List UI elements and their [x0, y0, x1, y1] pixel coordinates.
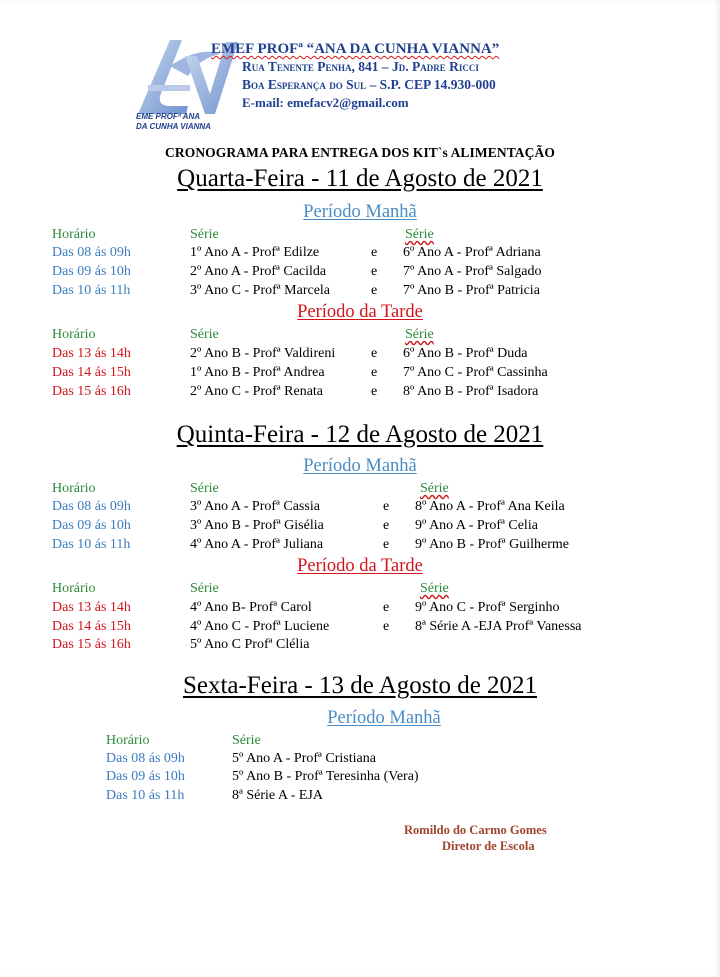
- time-slot: Das 10 ás 11h: [52, 537, 131, 552]
- class-teacher-2: 8ª Série A -EJA Profª Vanessa: [415, 619, 582, 634]
- class-teacher-2: 9º Ano A - Profª Celia: [415, 518, 538, 533]
- school-header: [211, 40, 499, 111]
- header-serie: Série: [190, 581, 219, 596]
- conjunction: e: [383, 537, 390, 552]
- class-teacher-2: 9º Ano B - Profª Guilherme: [415, 537, 570, 552]
- logo-caption-line-1: EME PROFª ANA: [136, 112, 200, 121]
- period-morning: Período Manhã: [303, 456, 417, 476]
- class-teacher-1: 8ª Série A - EJA: [232, 788, 323, 803]
- email: E-mail: emefacv2@gmail.com: [242, 95, 409, 110]
- time-slot: Das 13 ás 14h: [52, 600, 131, 615]
- address-line-1: Rua Tenente Penha, 841 – Jd. Padre Ricci: [242, 59, 479, 74]
- class-teacher-1: 1º Ano A - Profª Edilze: [190, 245, 320, 260]
- time-slot: Das 10 ás 11h: [52, 283, 131, 298]
- class-teacher-2: 8º Ano B - Profª Isadora: [403, 384, 539, 399]
- document-title: CRONOGRAMA PARA ENTREGA DOS KIT`s ALIMENTAÇÃO: [165, 145, 555, 160]
- class-teacher-2: 8º Ano A - Profª Ana Keila: [415, 499, 565, 514]
- time-slot: Das 08 ás 09h: [52, 245, 131, 260]
- time-slot: Das 14 ás 15h: [52, 365, 131, 380]
- class-teacher-1: 5º Ano C Profª Clélia: [190, 637, 310, 652]
- period-afternoon: Período da Tarde: [297, 302, 423, 322]
- class-teacher-1: 4º Ano B- Profª Carol: [190, 600, 312, 615]
- header-serie-2: Série: [420, 481, 449, 496]
- day-title: Sexta-Feira - 13 de Agosto de 2021: [182, 672, 538, 699]
- class-teacher-1: 4º Ano C - Profª Luciene: [190, 619, 330, 634]
- class-teacher-2: 7º Ano C - Profª Cassinha: [403, 365, 548, 380]
- conjunction: e: [371, 264, 378, 279]
- header-horario: Horário: [52, 327, 96, 342]
- conjunction: e: [383, 600, 390, 615]
- conjunction: e: [371, 346, 378, 361]
- class-teacher-2: 6º Ano A - Profª Adriana: [403, 245, 541, 260]
- header-horario: Horário: [52, 481, 96, 496]
- time-slot: Das 09 ás 10h: [106, 769, 185, 784]
- conjunction: e: [371, 245, 378, 260]
- class-teacher-1: 2º Ano C - Profª Renata: [190, 384, 324, 399]
- header-serie-2: Série: [405, 227, 434, 242]
- signature-role: Diretor de Escola: [442, 839, 535, 853]
- class-teacher-1: 5º Ano B - Profª Teresinha (Vera): [232, 769, 419, 784]
- logo-caption: [136, 112, 246, 132]
- time-slot: Das 15 ás 16h: [52, 384, 131, 399]
- period-morning: Período Manhã: [327, 708, 441, 728]
- logo-caption-line-2: DA CUNHA VIANNA: [136, 122, 211, 131]
- time-slot: Das 15 ás 16h: [52, 637, 131, 652]
- class-teacher-2: 7º Ano A - Profª Salgado: [403, 264, 542, 279]
- class-teacher-1: 3º Ano C - Profª Marcela: [190, 283, 331, 298]
- day-title: Quinta-Feira - 12 de Agosto de 2021: [176, 421, 544, 448]
- conjunction: e: [383, 619, 390, 634]
- day-title: Quarta-Feira - 11 de Agosto de 2021: [177, 165, 543, 192]
- header-horario: Horário: [106, 733, 150, 748]
- header-horario: Horário: [52, 227, 96, 242]
- header-serie: Série: [190, 327, 219, 342]
- class-teacher-1: 5º Ano A - Profª Cristiana: [232, 751, 376, 766]
- time-slot: Das 10 ás 11h: [106, 788, 185, 803]
- class-teacher-1: 3º Ano A - Profª Cassia: [190, 499, 320, 514]
- class-teacher-1: 2º Ano B - Profª Valdireni: [190, 346, 336, 361]
- time-slot: Das 14 ás 15h: [52, 619, 131, 634]
- time-slot: Das 08 ás 09h: [106, 751, 185, 766]
- conjunction: e: [371, 384, 378, 399]
- class-teacher-1: 2º Ano A - Profª Cacilda: [190, 264, 327, 279]
- conjunction: e: [383, 499, 390, 514]
- conjunction: e: [371, 283, 378, 298]
- class-teacher-1: 3º Ano B - Profª Gisélia: [190, 518, 324, 533]
- class-teacher-1: 4º Ano A - Profª Juliana: [190, 537, 324, 552]
- header-serie: Série: [190, 227, 219, 242]
- conjunction: e: [371, 365, 378, 380]
- period-afternoon: Período da Tarde: [297, 556, 423, 576]
- time-slot: Das 08 ás 09h: [52, 499, 131, 514]
- header-serie-2: Série: [420, 581, 449, 596]
- class-teacher-2: 6º Ano B - Profª Duda: [403, 346, 528, 361]
- header-serie: Série: [232, 733, 261, 748]
- time-slot: Das 13 ás 14h: [52, 346, 131, 361]
- header-serie-2: Série: [405, 327, 434, 342]
- class-teacher-2: 7º Ano B - Profª Patricia: [403, 283, 540, 298]
- school-name: EMEF PROFª “ANA DA CUNHA VIANNA”: [211, 41, 500, 57]
- header-horario: Horário: [52, 581, 96, 596]
- header-serie: Série: [190, 481, 219, 496]
- period-morning: Período Manhã: [303, 202, 417, 222]
- class-teacher-2: 9º Ano C - Profª Serginho: [415, 600, 560, 615]
- time-slot: Das 09 ás 10h: [52, 518, 131, 533]
- signature-name: Romildo do Carmo Gomes: [404, 823, 547, 837]
- class-teacher-1: 1º Ano B - Profª Andrea: [190, 365, 325, 380]
- time-slot: Das 09 ás 10h: [52, 264, 131, 279]
- address-line-2: Boa Esperança do Sul – S.P. CEP 14.930-000: [242, 77, 496, 92]
- conjunction: e: [383, 518, 390, 533]
